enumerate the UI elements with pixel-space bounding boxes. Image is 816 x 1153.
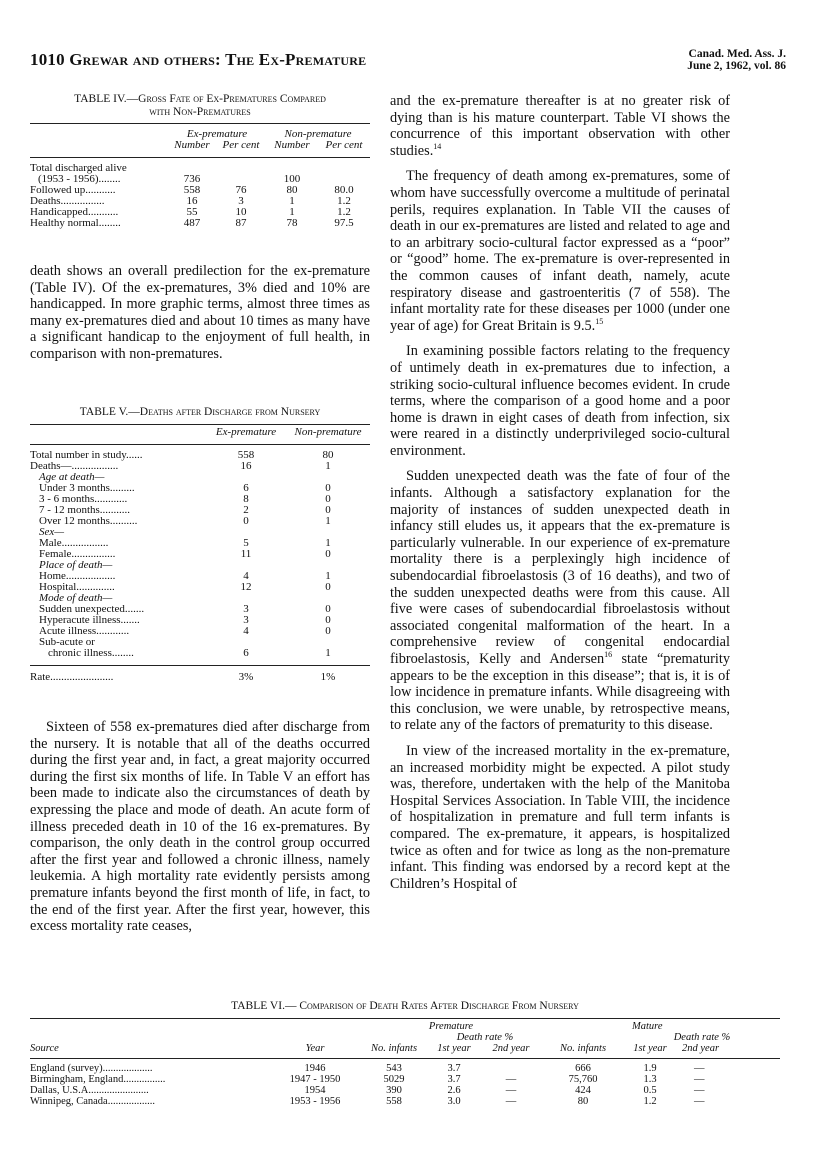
table-row: Place of death— (39, 559, 113, 571)
right-paragraph-1: and the ex-premature thereafter is at no greater risk of dying than is his mature counterpart. Table VI shows the concurrence of this important observation with other studies.$^{14}$ (390, 93, 730, 159)
table-row: Deaths—................. 16 1 (30, 460, 331, 472)
table-6-h-2nd: 2nd year (492, 1043, 530, 1054)
table-6-group-mature: Mature (632, 1021, 663, 1032)
table-6 (30, 1000, 780, 1107)
table-row: Winnipeg, Canada.................. 1953 - 1956 558 3.0 — 80 1.2 — (30, 1096, 705, 1107)
table-4 (30, 93, 370, 229)
table-row: Followed up........... 558 76 80 80.0 (30, 184, 354, 196)
table-row: Sub-acute or (39, 636, 95, 648)
table-4-sub-percent: Per cent (325, 139, 363, 151)
table-row: Mode of death— (39, 592, 113, 604)
right-paragraph-5: In view of the increased mortality in the ex-premature, an increased morbidity might be expected. A pilot study was, therefore, undertaken with the help of the Manitoba Hospital Services Association. In Table VIII, the incidence of hospitalization in premature and full term infants is compared. The ex-premature, it appears, is hospitalized twice as often and for twice as long as the non-premature infant. This finding was endorsed by a record kept at the Children’s Hospital of (390, 742, 730, 892)
table-row: Age at death— (39, 471, 105, 483)
table-6-group-premature: Premature (428, 1021, 474, 1032)
table-5-col-2: Non-premature (294, 426, 362, 438)
table-row: Male................. 5 1 (39, 537, 331, 549)
table-row: Acute illness............ 4 0 (39, 625, 331, 637)
table-5-rate-row (30, 672, 370, 683)
table-row: 3 - 6 months............ 8 0 (39, 493, 331, 505)
table-row: Under 3 months......... 6 0 (39, 482, 331, 494)
table-5-grid (30, 427, 370, 683)
journal-line-2: June 2, 1962, vol. 86 (687, 60, 786, 72)
table-4-sub-number: Number (274, 139, 310, 151)
table-row: Sex— (39, 526, 65, 538)
table-6-death-rate-mature: Death rate % (673, 1032, 731, 1043)
page-header-title: 1010 Grewar and others: The Ex-Premature (30, 50, 367, 69)
table-4-grid (30, 129, 370, 229)
table-4-caption (30, 93, 370, 119)
rate-ex-premature: 3% (238, 671, 254, 683)
table-6-h-infants: No. infants (559, 1043, 607, 1054)
table-4-sub-number: Number (174, 139, 210, 151)
table-5-col-1: Ex-premature (215, 426, 277, 438)
table-5-caption: TABLE V.—Deaths after Discharge from Nursery (79, 406, 321, 418)
table-6-h-year: Year (305, 1043, 325, 1054)
table-row: Female................ 11 0 (39, 548, 331, 560)
right-paragraph-4: Sudden unexpected death was the fate of four of the infants. Although a satisfactory explanation for the majority of instances of sudden unexpected death in infancy still eludes us, it appears that the ex-premature is particularly vulnerable. In our experience of ex-premature mortality there is a perplexingly high incidence of subendocardial fibroelastosis (3 of 16 deaths), and two of the sudden unexpected deaths were from this cause. All five were cases of subendocardial fibroelastosis without associated congenital malformation of the heart. In a comprehensive review of congenital endocardial fibroelastosis, Kelly and Andersen$^{16}$ state “prematurity appears to be the exception in this disease”; that is, it is of low incidence in premature infants. While disagreeing with this conclusion, we were unable, by retrospective means, to relate any of the factors of prematurity to this disease. (390, 468, 730, 734)
table-6-h-infants: No. infants (370, 1043, 418, 1054)
table-6-h-2nd: 2nd year (682, 1043, 720, 1054)
left-paragraph-1: death shows an overall predilection for the ex-premature (Table IV). Of the ex-prematures, 3% died and 10% are handicapped. In more graphic terms, almost three times as many ex-prematures died and about 10 times as many have a significant handicap to the enjoyment of full health, in comparison with non-prematures. (30, 263, 370, 362)
right-paragraph-3: In examining possible factors relating to the frequency of untimely death in ex-prematures due to infection, a striking socio-cultural influence becomes evident. In crude terms, where the comparison of a good home and a poor home is drawn in eight cases of death from infection, six were reared in a distinctly underprivileged socio-cultural environment. (390, 343, 730, 459)
table-row: Hyperacute illness....... 3 0 (39, 614, 331, 626)
table-row: Dallas, U.S.A....................... 1954 390 2.6 — 424 0.5 — (30, 1085, 705, 1096)
table-6-grid (30, 1021, 780, 1107)
table-4-caption-line-1: TABLE IV.—Gross Fate of Ex-Prematures Compared (74, 93, 326, 105)
table-row: Total number in study...... 558 80 (30, 449, 334, 461)
table-row: Deaths................ 16 3 1 1.2 (30, 195, 351, 207)
table-row: Healthy normal........ 487 87 78 97.5 (30, 217, 354, 229)
table-6-caption: TABLE VI.— Comparison of Death Rates After Discharge From Nursery (231, 1000, 579, 1012)
table-row: chronic illness........ 6 1 (48, 647, 331, 659)
journal-line-1: Canad. Med. Ass. J. (688, 48, 786, 60)
table-4-group-1: Ex-premature (186, 128, 248, 140)
table-row: Sudden unexpected....... 3 0 (39, 603, 331, 615)
table-row: Birmingham, England................ 1947 - 1950 5029 3.7 — 75,760 1.3 — (30, 1074, 705, 1085)
table-6-death-rate-premature: Death rate % (456, 1032, 514, 1043)
right-column (390, 93, 730, 901)
table-row: (1953 - 1956)........ 736 100 (38, 173, 301, 185)
table-row: England (survey)................... 1946 543 3.7 666 1.9 — (30, 1063, 705, 1074)
left-paragraph-2: Sixteen of 558 ex-prematures died after discharge from the nursery. It is notable that all of the deaths occurred during the first year and, in fact, a great majority occurred during the first six months of life. In Table V an effort has been made to indicate also the circumstances of death by expressing the place and mode of death. An acute form of illness preceded death in 10 of the 16 ex-prematures. By comparison, the only death in the control group occurred after the first year and followed a chronic illness, namely leukemia. A high mortality rate evidently persists among premature infants beyond the first month of life, in fact, to the end of the first year. After the first year, however, this excess mortality rate ceases, (30, 719, 370, 935)
table-row: 7 - 12 months........... 2 0 (39, 504, 331, 516)
table-row: Over 12 months.......... 0 1 (39, 515, 331, 527)
table-6-h-1st: 1st year (437, 1043, 471, 1054)
journal-citation (687, 48, 786, 72)
table-6-h-1st: 1st year (633, 1043, 667, 1054)
table-4-group-2: Non-premature (284, 128, 352, 140)
right-paragraph-2: The frequency of death among ex-prematures, some of whom have successfully overcome a multitude of perinatal perils, requires explanation. In Table VII the causes of death in our ex-prematures are listed and related to age and to an arbitrary socio-cultural factor expressed as a “poor” or “good” home. The ex-premature is over-represented in the common causes of infant death, namely, acute respiratory disease and gastroenteritis (7 of 558). The infant mortality rate for these diseases per 1000 (under one year of age) for Great Britain is 9.5.15 (390, 168, 730, 334)
table-row: Total discharged alive (30, 162, 127, 174)
table-row: Hospital.............. 12 0 (39, 581, 331, 593)
table-4-sub-percent: Per cent (222, 139, 260, 151)
table-row: Handicapped........... 55 10 1 1.2 (30, 206, 351, 218)
rate-label: Rate....................... (30, 671, 114, 683)
table-4-caption-line-2: with Non-Prematures (149, 106, 251, 118)
table-row: Home.................. 4 1 (39, 570, 331, 582)
table-5 (30, 406, 370, 683)
rate-non-premature: 1% (320, 671, 336, 683)
table-6-h-source: Source (30, 1043, 59, 1054)
